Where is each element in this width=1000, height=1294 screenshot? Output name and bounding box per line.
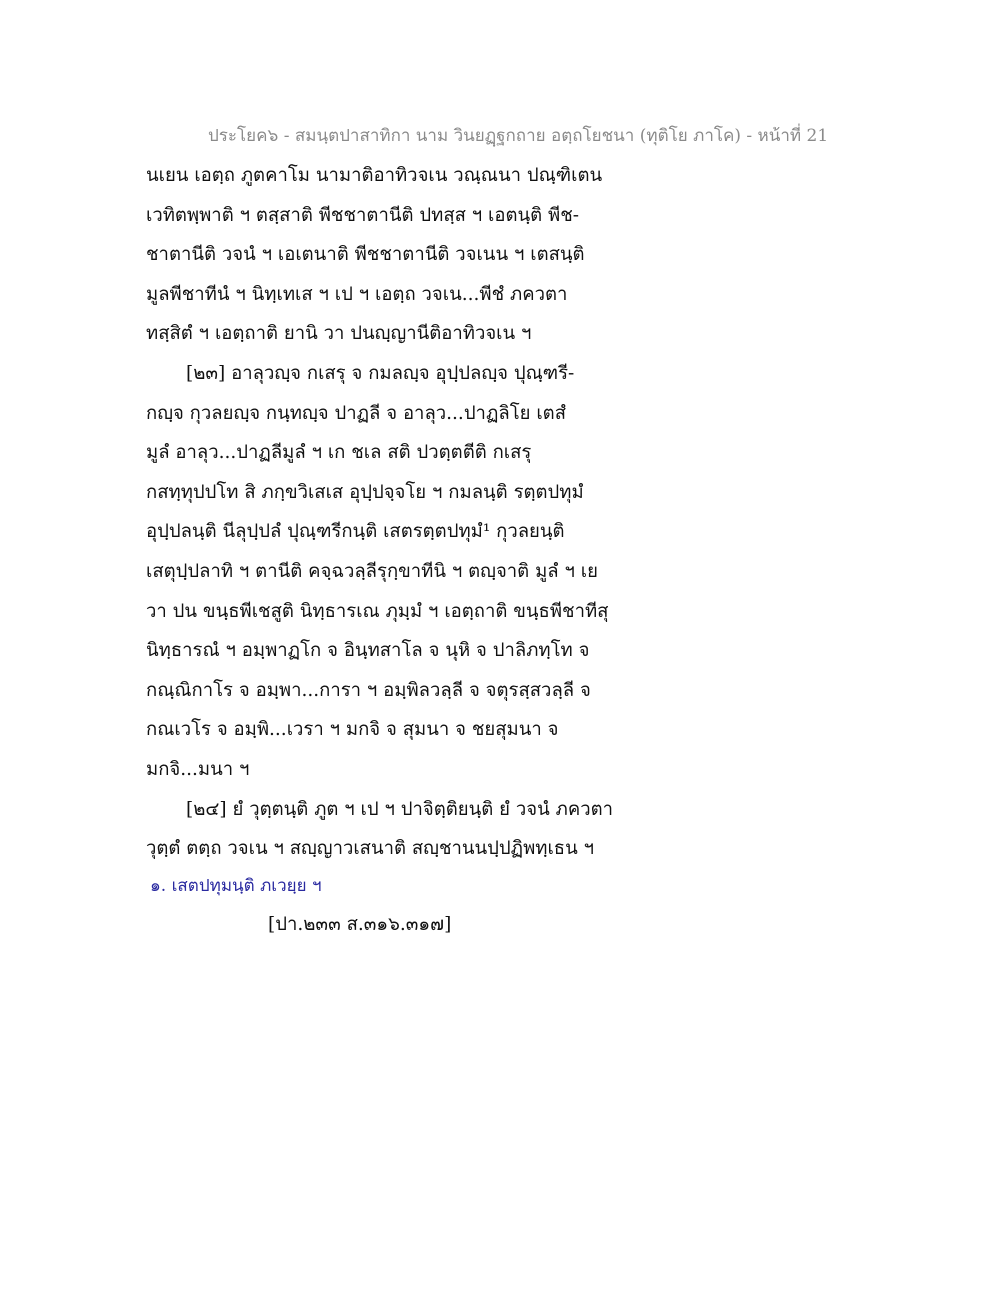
- text-line: กณเวโร จ อมฺพิ...เวรา ฯ มกจิ จ สุมนา จ ชยสุมนา จ: [146, 719, 559, 741]
- text-line: วา ปน ขนฺธพีเชสูติ นิทฺธารเณ ภุมฺมํ ฯ เอตฺถาติ ขนฺธพีชาทีสุ: [146, 600, 609, 622]
- text-line: กสทฺทุปปโท สิ ภกฺขวิเสเส อุปฺปจฺจโย ฯ กมลนฺติ รตฺตปทุมํ: [146, 481, 584, 503]
- paragraph-24-start: [๒๔] ยํ วุตฺตนฺติ ภูต ฯ เป ฯ ปาจิตฺติยนฺติ ยํ วจนํ ภควตา: [186, 798, 613, 820]
- body-text: [146, 156, 706, 869]
- text-line: มูลพีชาทีนํ ฯ นิทฺเทเส ฯ เป ฯ เอตฺถ วจเน...พีชํ ภควตา: [146, 283, 568, 305]
- running-header: ประโยค๖ - สมนฺตปาสาทิกา นาม วินยฏฺฐกถาย อตฺถโยชนา (ทุติโย ภาโค) - หน้าที่ 21: [208, 126, 829, 146]
- paragraph-23-start: [๒๓] อาลุวญฺจ กเสรุ จ กมลญฺจ อุปฺปลญฺจ ปุณฺฑรี-: [186, 362, 575, 384]
- footnote: ๑. เสตปทุมนฺติ ภเวยฺย ฯ: [150, 876, 322, 896]
- text-line: กญฺจ กุวลยญฺจ กนฺทญฺจ ปาฏลี จ อาลุว...ปาฏลิโย เตสํ: [146, 402, 566, 424]
- text-line: เวทิตพฺพาติ ฯ ตสฺสาติ พีชชาตานีติ ปทสฺส ฯ เอตนฺติ พีช-: [146, 204, 580, 226]
- text-line: ทสฺสิตํ ฯ เอตฺถาติ ยานิ วา ปนญฺญานีติอาทิวจเน ฯ: [146, 323, 532, 345]
- text-line: มูลํ อาลุว...ปาฏลีมูลํ ฯ เก ชเล สติ ปวตฺตตีติ กเสรุ: [146, 442, 532, 464]
- text-line: อุปฺปลนฺติ นีลุปฺปลํ ปุณฺฑรีกนฺติ เสตรตฺตปทุมํ¹ กุวลยนฺติ: [146, 521, 565, 543]
- text-line: มกจิ...มนา ฯ: [146, 758, 250, 780]
- text-line: กณฺณิกาโร จ อมฺพา...การา ฯ อมฺพิลวลฺลี จ จตุรสฺสวลฺลี จ: [146, 679, 591, 701]
- text-line: วุตฺตํ ตตฺถ วจเน ฯ สญฺญาวเสนาติ สญฺชานนปฺปฏิพทฺเธน ฯ: [146, 838, 595, 860]
- text-line: ชาตานีติ วจนํ ฯ เอเตนาติ พีชชาตานีติ วจเนน ฯ เตสนฺติ: [146, 244, 585, 266]
- text-line: นเยน เอตฺถ ภูตคาโม นามาติอาทิวจเน วณฺณนา ปณฺฑิเตน: [146, 165, 603, 186]
- text-line: นิทฺธารณํ ฯ อมฺพาฏโก จ อินฺทสาโล จ นุหิ จ ปาลิภทฺโท จ: [146, 640, 590, 662]
- page-reference: [ปา.๒๓๓ ส.๓๑๖.๓๑๗]: [268, 914, 452, 935]
- text-line: เสตุปฺปลาทิ ฯ ตานีติ คจฺฉวลฺลีรุกฺขาทีนิ ฯ ตญฺจาติ มูลํ ฯ เย: [146, 560, 598, 582]
